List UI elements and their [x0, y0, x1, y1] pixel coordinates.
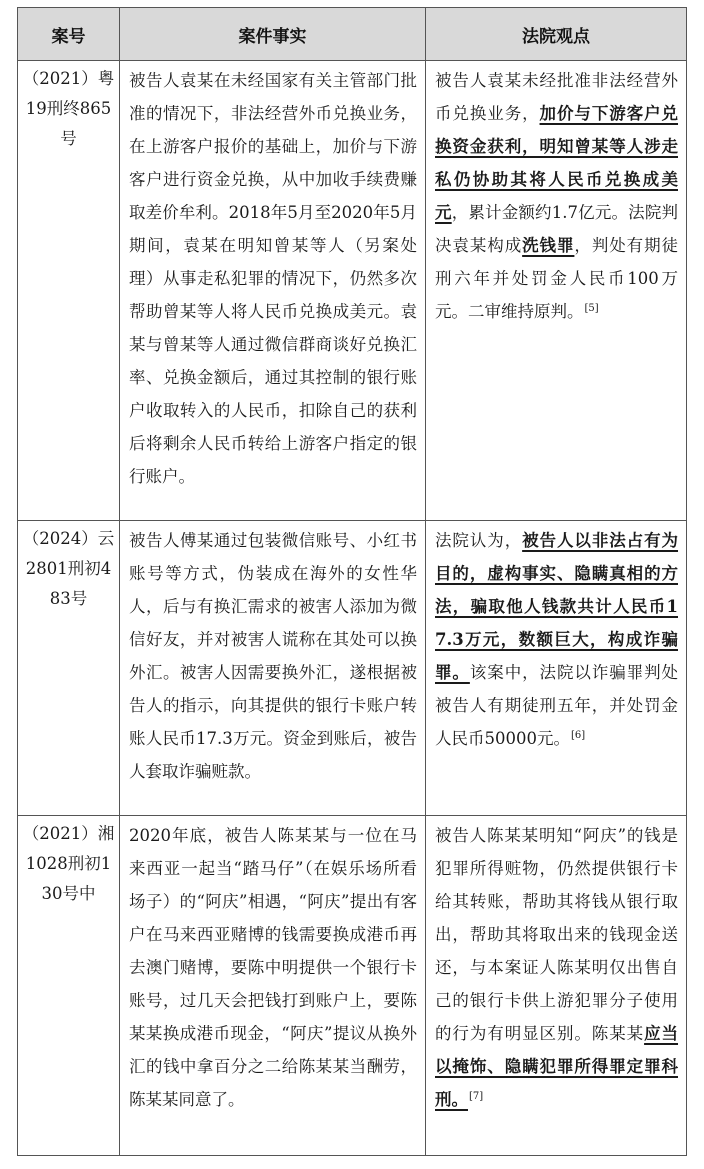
opinion-emphasis: 加价与下游客户兑换资金获利，明知曾某等人涉走私仍协助其将人民币兑换成美元 — [435, 104, 679, 222]
table-row — [18, 61, 687, 521]
opinion-text: 被告人袁某未经批准非法经营外币兑换业务， — [435, 71, 678, 123]
case-number-cell: （2021）粤19刑终865号 — [18, 61, 120, 521]
opinion-text: 法院认为， — [435, 531, 523, 550]
court-opinion-cell — [426, 816, 687, 1156]
case-facts-cell: 被告人傅某通过包装微信账号、小红书账号等方式，伪装成在海外的女性华人，后与有换汇需求的被害人添加为微信好友，并对被害人谎称在其处可以换外汇。被害人因需要换外汇，遂根据被告人的指示，向其提供的银行卡账户转账人民币17.3万元。资金到账后，被告人套取诈骗赃款。 — [120, 521, 426, 816]
opinion-text: 被告人陈某某明知“阿庆”的钱是犯罪所得赃物，仍然提供银行卡给其转账，帮助其将钱从银行取出，帮助其将取出来的钱现金送还，与本案证人陈某明仅出售自己的银行卡供上游犯罪分子使用的行为有明显区别。陈某某 — [435, 826, 678, 1043]
case-facts-cell: 被告人袁某在未经国家有关主管部门批准的情况下，非法经营外币兑换业务，在上游客户报价的基础上，加价与下游客户进行资金兑换，从中加收手续费赚取差价牟利。2018年5月至2020年5月期间，袁某在明知曾某等人（另案处理）从事走私犯罪的情况下，仍然多次帮助曾某等人将人民币兑换成美元。袁某与曾某等人通过微信群商谈好兑换汇率、兑换金额后，通过其控制的银行账户收取转入的人民币，扣除自己的获利后将剩余人民币转给上游客户指定的银行账户。 — [120, 61, 426, 521]
table-row — [18, 521, 687, 816]
case-facts-cell: 2020年底，被告人陈某某与一位在马来西亚一起当“踏马仔”（在娱乐场所看场子）的“阿庆”相遇，“阿庆”提出有客户在马来西亚赌博的钱需要换成港币再去澳门赌博，要陈中明提供一个银行卡账号，过几天会把钱打到账户上，要陈某某换成港币现金，“阿庆”提议从换外汇的钱中拿百分之二给陈某某当酬劳，陈某某同意了。 — [120, 816, 426, 1156]
header-court-opinion: 法院观点 — [426, 8, 687, 61]
case-comparison-table — [17, 7, 687, 1156]
opinion-emphasis-charge: 洗钱罪 — [522, 236, 575, 255]
citation-reference: [7] — [469, 1090, 484, 1102]
court-opinion-cell — [426, 521, 687, 816]
header-case-number: 案号 — [18, 8, 120, 61]
opinion-text: ，累计金额约1.7亿元。法院判决袁某构成 — [435, 203, 679, 255]
opinion-text: 该案中，法院以诈骗罪判处被告人有期徒刑五年，并处罚金人民币50000元。 — [435, 663, 679, 748]
opinion-text: ，判处有期徒刑六年并处罚金人民币100万元。二审维持原判。 — [435, 236, 679, 321]
opinion-emphasis: 应当以掩饰、隐瞒犯罪所得罪定罪科刑。 — [435, 1024, 679, 1109]
case-number-cell: （2021）湘1028刑初130号中 — [18, 816, 120, 1156]
table-row — [18, 816, 687, 1156]
header-case-facts: 案件事实 — [120, 8, 426, 61]
court-opinion-cell — [426, 61, 687, 521]
opinion-emphasis: 被告人以非法占有为目的，虚构事实、隐瞒真相的方法，骗取他人钱款共计人民币17.3万元，数额巨大，构成诈骗罪。 — [435, 531, 679, 682]
table-header-row — [18, 8, 687, 61]
case-number-cell: （2024）云2801刑初483号 — [18, 521, 120, 816]
citation-reference: [6] — [571, 729, 586, 741]
citation-reference: [5] — [584, 302, 599, 314]
